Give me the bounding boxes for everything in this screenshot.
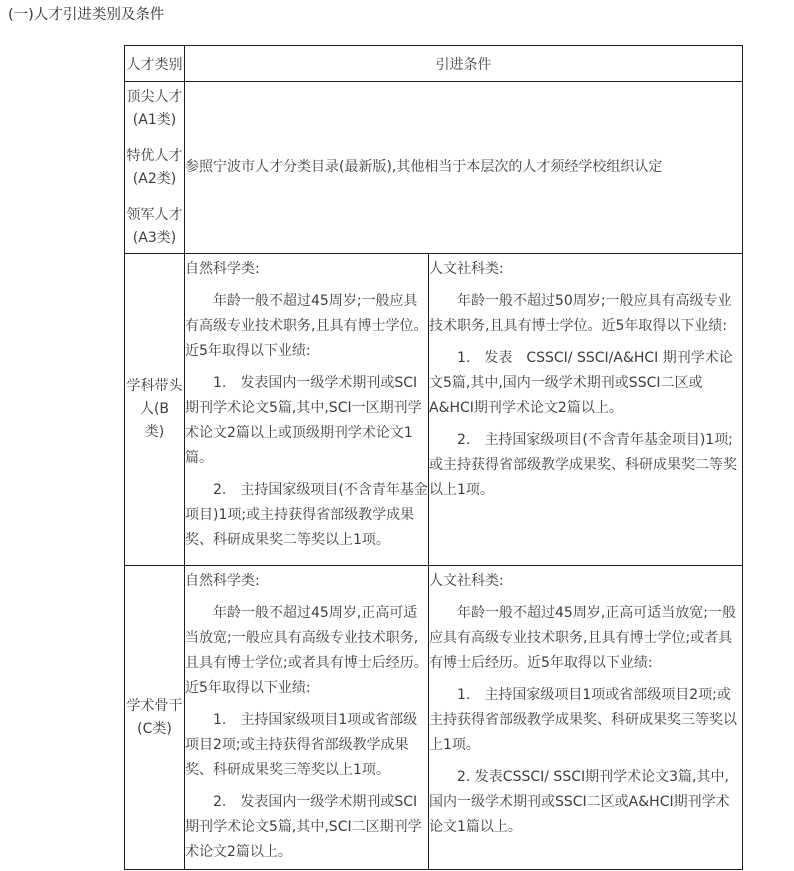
category-line-gap: [125, 191, 184, 204]
condition-content-b-humanities: [429, 254, 742, 562]
header-cell-condition: 引进条件: [185, 46, 743, 82]
condition-content-c-science: [185, 566, 428, 866]
condition-paragraph: 2. 发表国内一级学术期刊或SCI期刊学术论文5篇,其中,SCI二区期刊学术论文2篇以上。: [185, 794, 422, 860]
condition-paragraph: 2. 主持国家级项目(不含青年基金项目)1项;或主持获得省部级教学成果奖、科研成果奖二等奖以上1项。: [185, 482, 428, 548]
category-line-c-2: (C类): [137, 720, 172, 737]
category-line-a1-name: 顶尖人才: [126, 88, 183, 105]
condition-content-b-science: [185, 254, 428, 562]
category-line-b-3: 类): [144, 424, 165, 440]
category-cell-c-class: [125, 566, 185, 870]
table-header-row: [125, 46, 743, 82]
condition-cell-c-science: [185, 566, 429, 870]
category-line-b-2: 人(B: [139, 401, 170, 417]
condition-content-c-humanities: [429, 566, 742, 866]
condition-heading: 自然科学类:: [185, 261, 260, 277]
condition-paragraph: 2. 主持国家级项目(不含青年基金项目)1项;或主持获得省部级教学成果奖、科研成果奖二等奖以上1项。: [429, 432, 737, 498]
condition-paragraph: 1. 主持国家级项目1项或省部级项目2项;或主持获得省部级教学成果奖、科研成果奖三等奖以上1项。: [185, 712, 418, 778]
condition-heading: 自然科学类:: [185, 573, 260, 589]
condition-paragraph: 2. 发表CSSCI/ SSCI期刊学术论文3篇,其中,国内一级学术期刊或SSCI二区或A&HCI期刊学术论文1篇以上。: [429, 769, 730, 835]
talent-criteria-table: [124, 45, 743, 870]
section-title: (一)人才引进类别及条件: [8, 7, 165, 23]
condition-paragraph: 年龄一般不超过45周岁,正高可适当放宽;一般应具有高级专业技术职务,且具有博士学位;或者具有博士后经历。近5年取得以下业绩:: [429, 605, 736, 671]
condition-paragraph: 年龄一般不超过45周岁,正高可适当放宽;一般应具有高级专业技术职务,且具有博士学位;或者具有博士后经历。近5年取得以下业绩:: [185, 605, 428, 696]
table-row-academic-backbone: [125, 566, 743, 870]
condition-cell-b-humanities: [429, 254, 743, 566]
category-line-b-1: 学科带头: [126, 378, 183, 394]
category-line-gap: [125, 132, 184, 145]
category-line-a1-code: (A1类): [132, 111, 177, 128]
header-cell-category: 人才类别: [125, 46, 185, 82]
category-cell-b-class: [125, 254, 185, 566]
condition-heading: 人文社科类:: [429, 573, 504, 589]
category-line-a3-code: (A3类): [132, 229, 177, 246]
condition-cell-a-levels: 参照宁波市人才分类目录(最新版),其他相当于本层次的人才须经学校组织认定: [185, 82, 743, 254]
condition-cell-b-science: [185, 254, 429, 566]
condition-paragraph: 1. 发表 CSSCI/ SSCI/A&HCI 期刊学术论文5篇,其中,国内一级学术期刊或SSCI二区或A&HCI期刊学术论文2篇以上。: [429, 350, 733, 416]
category-line-a3-name: 领军人才: [126, 206, 183, 223]
condition-paragraph: 年龄一般不超过50周岁;一般应具有高级专业技术职务,且具有博士学位。近5年取得以下业绩:: [429, 293, 732, 334]
category-line-a2-code: (A2类): [132, 170, 177, 187]
category-cell-a-levels: [125, 82, 185, 254]
category-line-c-1: 学术骨干: [126, 697, 183, 714]
condition-paragraph: 年龄一般不超过45周岁;一般应具有高级专业技术职务,且具有博士学位。近5年取得以下业绩:: [185, 293, 428, 359]
table-row-top-talents: [125, 82, 743, 254]
category-line-a2-name: 特优人才: [126, 147, 183, 164]
condition-paragraph: 1. 主持国家级项目1项或省部级项目2项;或主持获得省部级教学成果奖、科研成果奖三等奖以上1项。: [429, 687, 737, 753]
condition-cell-c-humanities: [429, 566, 743, 870]
condition-heading: 人文社科类:: [429, 261, 504, 277]
condition-paragraph: 1. 发表国内一级学术期刊或SCI期刊学术论文5篇,其中,SCI一区期刊学术论文2篇以上或顶级期刊学术论文1篇。: [185, 375, 422, 466]
table-row-discipline-leader: [125, 254, 743, 566]
